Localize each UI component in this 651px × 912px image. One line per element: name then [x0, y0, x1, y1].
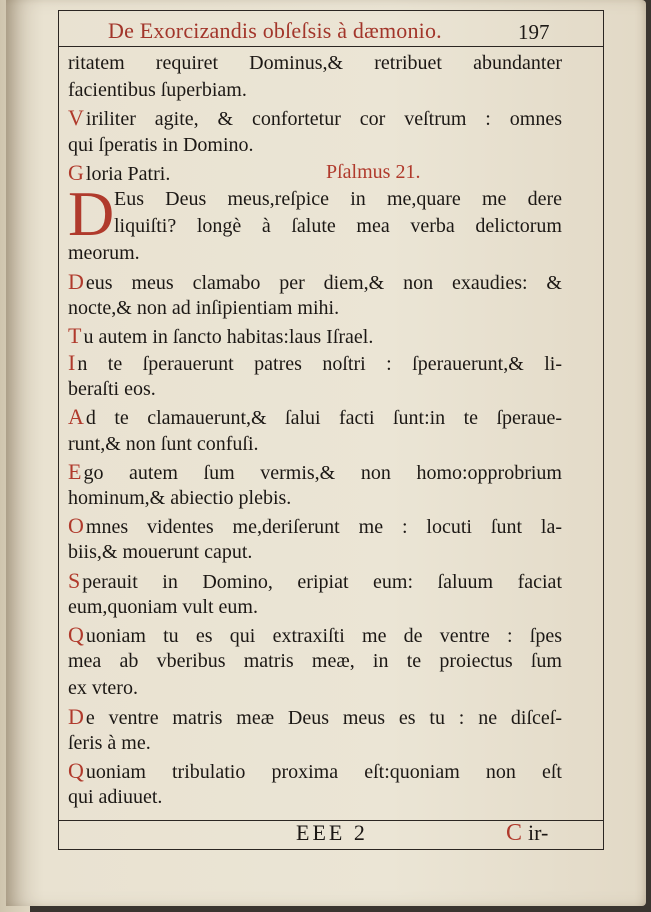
text-line: V iriliter agite, & confortetur cor veſtrum : omnes — [68, 105, 562, 131]
running-head: De Exorcizandis obſeſsis à dæmonio. — [108, 18, 442, 43]
red-initial: O — [68, 513, 84, 539]
text-line: G loria Patri. Pſalmus 21. — [68, 159, 421, 185]
red-initial: I — [68, 350, 76, 376]
page-number: 197 — [518, 20, 550, 44]
header-rule — [58, 46, 604, 47]
body-text — [68, 50, 562, 811]
text-line: ex vtero. — [68, 677, 138, 700]
text-line: I n te ſperauerunt patres noſtri : ſperauerunt,& li- — [68, 350, 562, 376]
red-initial: E — [68, 458, 82, 484]
text-line: T u autem in ſancto habitas:laus Iſrael. — [68, 322, 374, 348]
red-initial: V — [68, 105, 84, 131]
text-line: E go autem ſum vermis,& non homo:opprobrium — [68, 458, 562, 484]
red-initial: Q — [68, 621, 84, 647]
signature-mark: EEE 2 — [296, 820, 368, 845]
text-line: runt,& non ſunt confuſi. — [68, 432, 259, 455]
text-line: Q uoniam tu es qui extraxiſti me de ventre : ſpes — [68, 621, 562, 647]
text-line: hominum,& abiectio plebis. — [68, 487, 292, 509]
text-line: S perauit in Domino, eripiat eum: ſaluum faciat — [68, 567, 562, 593]
red-initial: Q — [68, 757, 84, 783]
text-line: Q uoniam tribulatio proxima eſt:quoniam non eſt — [68, 757, 562, 783]
text-line: D Eus Deus meus,reſpice in me,quare me dere — [68, 177, 562, 249]
drop-cap-initial: D — [68, 177, 115, 249]
text-line: qui adiuuet. — [68, 786, 163, 809]
text-line: D e ventre matris meæ Deus meus es tu : ne diſceſ- — [68, 703, 562, 729]
catchword — [506, 820, 548, 847]
text-line: A d te clamauerunt,& ſalui facti ſunt:in te ſperaue- — [68, 404, 562, 430]
catchword-initial: C — [506, 820, 523, 846]
red-initial: D — [68, 703, 84, 729]
red-initial: S — [68, 567, 81, 593]
red-initial: A — [68, 404, 84, 430]
red-initial: G — [68, 159, 84, 185]
text-line: O mnes videntes me,deriſerunt me : locuti ſunt la- — [68, 513, 562, 539]
text-line: D eus meus clamabo per diem,& non exaudies: & — [68, 268, 562, 294]
psalm-title: Pſalmus 21. — [326, 160, 421, 183]
text-line: biis,& mouerunt caput. — [68, 541, 253, 564]
text-line: mea ab vberibus matris meæ, in te proiectus ſum — [68, 650, 562, 673]
text-line: facientibus ſuperbiam. — [68, 79, 247, 102]
text-line: meorum. — [68, 242, 140, 265]
text-line: eum,quoniam vult eum. — [68, 595, 258, 618]
red-initial: D — [68, 268, 84, 294]
red-initial: T — [68, 322, 82, 348]
text-line: qui ſperatis in Domino. — [68, 133, 254, 156]
text-line: liquiſti? longè à ſalute mea verba delictorum — [114, 215, 562, 238]
catchword-rest: ir- — [528, 820, 549, 845]
text-line: beraſti eos. — [68, 378, 156, 401]
text-line: ſeris à me. — [68, 731, 151, 754]
text-line: nocte,& non ad inſipientiam mihi. — [68, 296, 340, 319]
text-line: ritatem requiret Dominus,& retribuet abundanter — [68, 52, 562, 74]
